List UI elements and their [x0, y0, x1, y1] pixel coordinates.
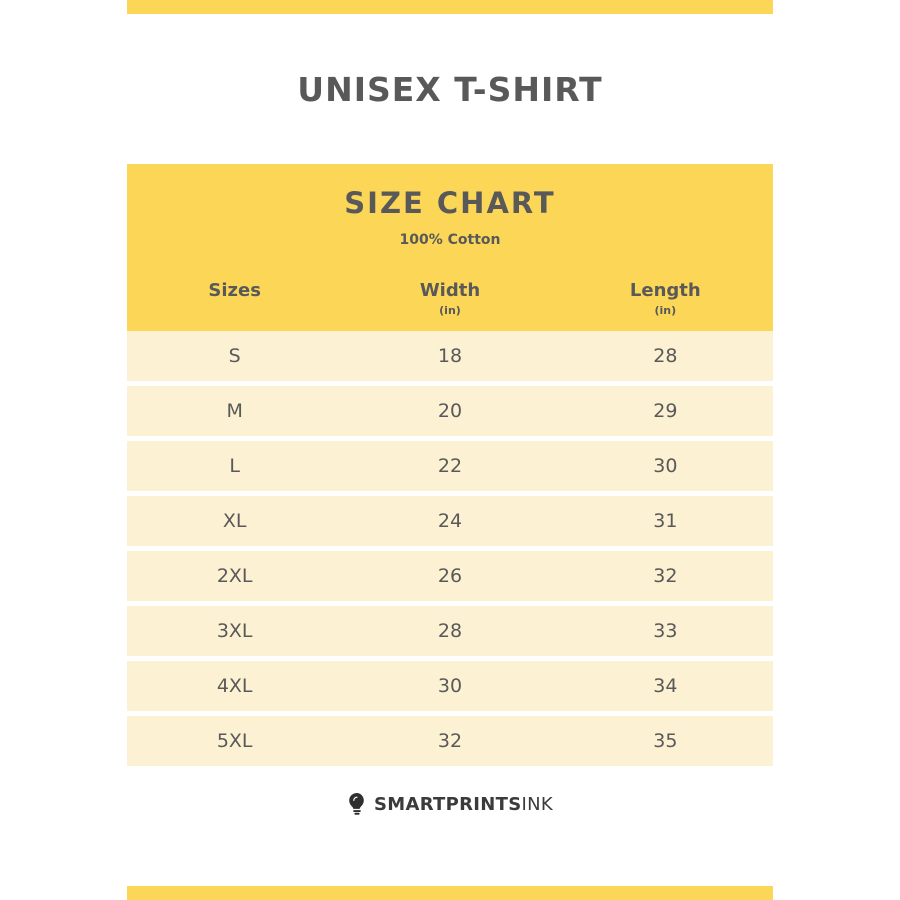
cell-width: 22 — [342, 439, 557, 494]
brand-name-light: INK — [521, 793, 553, 815]
page-title: UNISEX T-SHIRT — [297, 70, 603, 109]
column-header-width — [342, 266, 557, 331]
chart-subtitle: 100% Cotton — [399, 232, 501, 248]
cell-size: 5XL — [127, 714, 342, 767]
table-row — [127, 549, 773, 604]
cell-length: 33 — [558, 604, 773, 659]
table-row — [127, 331, 773, 384]
table-row — [127, 659, 773, 714]
table-header — [127, 266, 773, 331]
table-row — [127, 439, 773, 494]
cell-width: 28 — [342, 604, 557, 659]
size-chart-table — [127, 266, 773, 766]
column-header-width-label: Width — [419, 280, 481, 301]
cell-size: L — [127, 439, 342, 494]
cell-length: 28 — [558, 331, 773, 384]
table-row — [127, 604, 773, 659]
cell-size: 4XL — [127, 659, 342, 714]
bottom-accent-bar — [127, 886, 773, 900]
cell-length: 29 — [558, 384, 773, 439]
cell-width: 26 — [342, 549, 557, 604]
cell-size: 2XL — [127, 549, 342, 604]
column-header-length-unit: (in) — [654, 304, 677, 317]
cell-width: 30 — [342, 659, 557, 714]
chart-title: SIZE CHART — [344, 186, 556, 220]
cell-width: 24 — [342, 494, 557, 549]
cell-length: 31 — [558, 494, 773, 549]
cell-width: 20 — [342, 384, 557, 439]
table-body — [127, 331, 773, 766]
brand-name — [374, 794, 553, 815]
column-header-length-label: Length — [629, 280, 701, 301]
cell-length: 30 — [558, 439, 773, 494]
cell-size: S — [127, 331, 342, 384]
lightbulb-icon — [347, 792, 367, 816]
column-header-sizes — [127, 266, 342, 331]
table-header-row — [127, 266, 773, 331]
table-row — [127, 494, 773, 549]
column-header-sizes-label: Sizes — [208, 280, 261, 301]
cell-size: M — [127, 384, 342, 439]
table-row — [127, 384, 773, 439]
column-header-width-unit: (in) — [439, 304, 461, 317]
cell-size: XL — [127, 494, 342, 549]
chart-content — [127, 0, 773, 816]
column-header-length — [558, 266, 773, 331]
chart-header-banner — [127, 164, 773, 266]
cell-length: 32 — [558, 549, 773, 604]
cell-size: 3XL — [127, 604, 342, 659]
table-row — [127, 714, 773, 767]
brand-name-bold: SMARTPRINTS — [374, 793, 522, 815]
cell-length: 35 — [558, 714, 773, 767]
brand-footer — [127, 792, 773, 816]
cell-length: 34 — [558, 659, 773, 714]
cell-width: 32 — [342, 714, 557, 767]
cell-width: 18 — [342, 331, 557, 384]
